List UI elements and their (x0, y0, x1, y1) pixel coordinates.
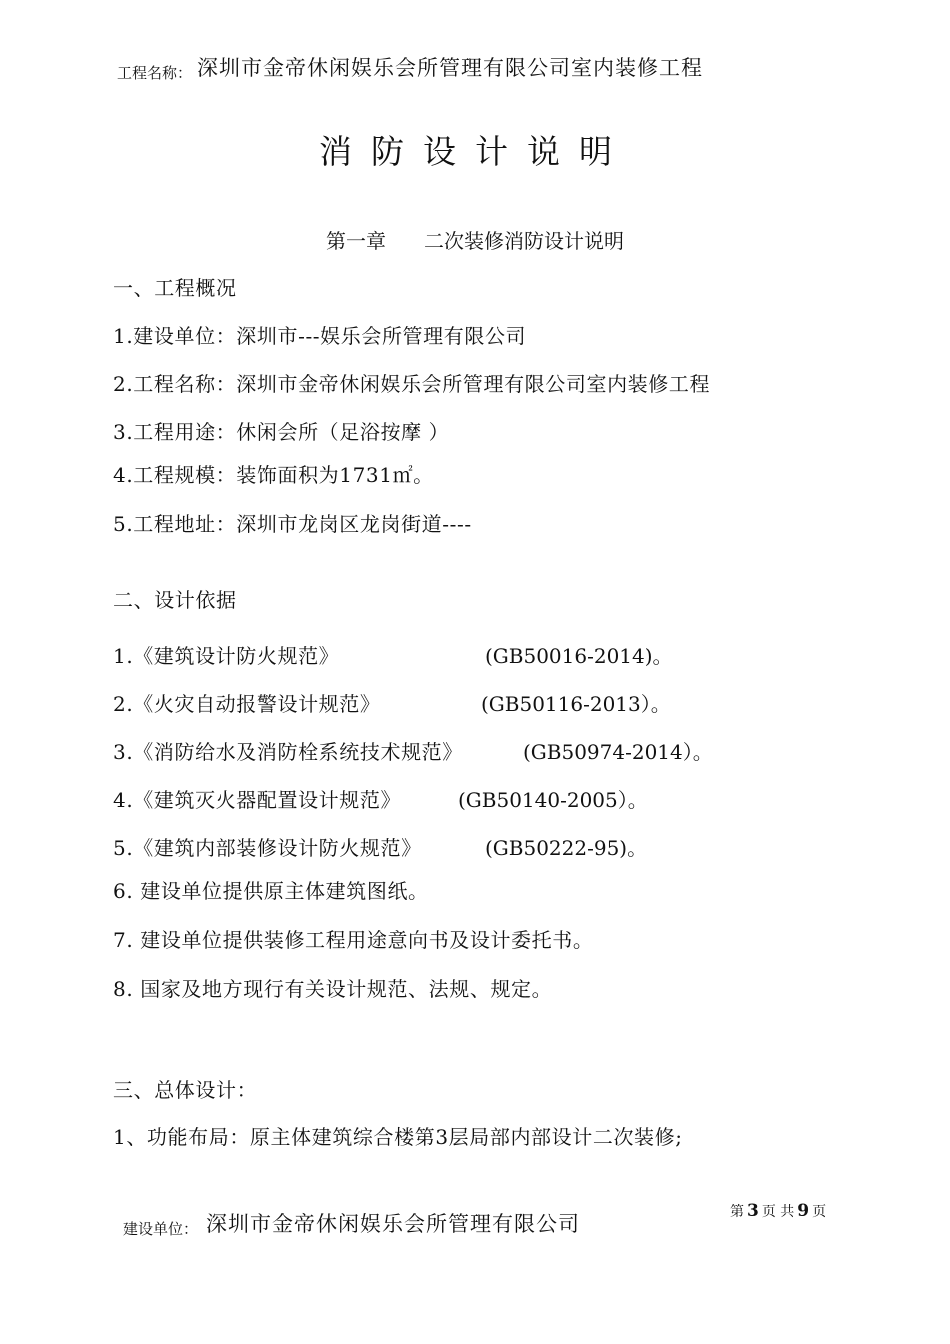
list-item: 1.建设单位：深圳市---娱乐会所管理有限公司 (113, 324, 527, 348)
standard-name: 4.《建筑灭火器配置设计规范》 (113, 788, 402, 812)
list-item: 6. 建设单位提供原主体建筑图纸。 (113, 879, 429, 903)
standard-name: 3.《消防给水及消防栓系统技术规范》 (113, 740, 463, 764)
section-heading: 二、设计依据 (113, 588, 237, 612)
section-heading: 一、工程概况 (113, 276, 237, 300)
standard-name: 2.《火灾自动报警设计规范》 (113, 692, 381, 716)
header-project-name: 深圳市金帝休闲娱乐会所管理有限公司室内装修工程 (197, 56, 703, 80)
chapter-title: 二次装修消防设计说明 (424, 229, 624, 253)
list-item: 2.工程名称：深圳市金帝休闲娱乐会所管理有限公司室内装修工程 (113, 372, 711, 396)
list-item: 8. 国家及地方现行有关设计规范、法规、规定。 (113, 977, 553, 1001)
section-heading: 三、总体设计： (113, 1078, 258, 1102)
page-total: 9 (797, 1201, 810, 1221)
standard-code: (GB50140-2005）。 (458, 788, 648, 812)
page-number: 3 (747, 1201, 759, 1221)
list-item: 7. 建设单位提供装修工程用途意向书及设计委托书。 (113, 928, 594, 952)
list-item: 4.工程规模：装饰面积为1731㎡。 (113, 463, 434, 487)
footer-label: 建设单位： (123, 1220, 199, 1238)
chapter-number: 第一章 (326, 229, 386, 253)
document-title: 消防设计说明 (319, 132, 631, 171)
header-label: 工程名称： (117, 64, 193, 82)
standard-code: (GB50116-2013）。 (481, 692, 671, 716)
list-item: 5.工程地址：深圳市龙岗区龙岗街道---- (113, 512, 472, 536)
list-item: 3.工程用途：休闲会所（足浴按摩 ） (113, 420, 450, 444)
standard-code: (GB50222-95)。 (485, 836, 648, 860)
standard-code: (GB50974-2014）。 (523, 740, 713, 764)
page-indicator: 第 3 页 共 9 页 (730, 1201, 827, 1221)
standard-name: 1.《建筑设计防火规范》 (113, 644, 340, 668)
footer-client-name: 深圳市金帝休闲娱乐会所管理有限公司 (206, 1212, 580, 1236)
chapter-heading (0, 225, 950, 254)
standard-name: 5.《建筑内部装修设计防火规范》 (113, 836, 422, 860)
standard-code: (GB50016-2014)。 (485, 644, 673, 668)
list-item: 1、功能布局：原主体建筑综合楼第3层局部内部设计二次装修; (113, 1125, 683, 1149)
